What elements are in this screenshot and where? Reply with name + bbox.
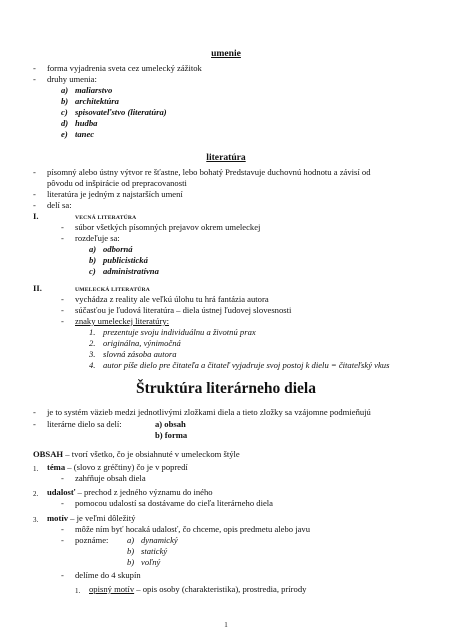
page-number: 1: [224, 621, 228, 629]
bullet-dash: -: [61, 535, 64, 545]
literatura-bullet-2: literatúra je jedným z najstarších umení: [47, 189, 183, 199]
list-marker: b): [127, 546, 135, 556]
list-marker: c): [61, 107, 68, 117]
udalost-line: [47, 487, 213, 498]
list-marker: a): [127, 535, 135, 545]
section-numeral: II.: [33, 283, 42, 293]
heading-umenie: umenie: [211, 48, 241, 59]
bullet-dash: -: [33, 74, 36, 84]
division-obsah: a) obsah: [155, 419, 186, 429]
motiv-text: – je veľmi dôležitý: [68, 513, 136, 523]
list-marker: b): [127, 557, 135, 567]
struktura-bullet-2: literárne dielo sa delí:: [47, 419, 122, 429]
feature-item: slovná zásoba autora: [103, 349, 177, 359]
udalost-text: – prechod z jedného významu do iného: [75, 487, 213, 497]
list-marker: 3.: [89, 349, 96, 359]
term-tema: téma: [47, 462, 66, 472]
bullet-dash: -: [33, 189, 36, 199]
obsah-text: – tvorí všetko, čo je obsiahnuté v umeleckom štýle: [63, 449, 240, 459]
vecna-type-item: administratívna: [103, 266, 159, 276]
art-type-item: tanec: [75, 129, 95, 139]
bullet-dash: -: [61, 524, 64, 534]
literatura-bullet-1-cont: pôvodu od inšpirácie od prepracovanosti: [47, 178, 187, 188]
umenie-bullet-1: forma vyjadrenia sveta cez umelecký zážitok: [47, 63, 202, 73]
term-udalost: udalosť: [47, 487, 76, 497]
tema-text: – (slovo z gréčtiny) čo je v popredí: [65, 462, 188, 472]
vecna-type-item: odborná: [103, 244, 133, 254]
tema-sub: zahŕňuje obsah diela: [75, 473, 146, 483]
art-type-item: maliarstvo: [75, 85, 113, 95]
list-marker: c): [89, 266, 96, 276]
list-marker: 4.: [89, 360, 96, 370]
list-marker: a): [89, 244, 97, 254]
bullet-dash: -: [61, 294, 64, 304]
bullet-dash: -: [33, 407, 36, 417]
motiv-bullet-3: delíme do 4 skupín: [75, 570, 141, 580]
art-type-item: spisovateľstvo (literatúra): [75, 107, 167, 117]
list-marker: b): [61, 96, 69, 106]
umelecka-bullet-1: vychádza z reality ale veľkú úlohu tu hrá fantázia autora: [75, 294, 269, 304]
bullet-dash: -: [61, 316, 64, 326]
literatura-bullet-1: písomný alebo ústny výtvor re šťastne, lebo bohatý Predstavuje duchovnú hodnotu a závisí od: [47, 167, 371, 177]
motiv-type-item: statický: [141, 546, 168, 556]
bullet-dash: -: [61, 498, 64, 508]
vecna-bullet-2: rozdeľuje sa:: [75, 233, 120, 243]
umenie-bullet-2: druhy umenia:: [47, 74, 97, 84]
bullet-dash: -: [61, 222, 64, 232]
bullet-dash: -: [33, 200, 36, 210]
motiv-line: [47, 513, 135, 524]
obsah-label: OBSAH: [33, 449, 64, 459]
opisny-motiv-line: [89, 584, 306, 595]
bullet-dash: -: [33, 167, 36, 177]
motiv-bullet-1: môže ním byť hocaká udalosť, čo chceme, opis predmetu alebo javu: [75, 524, 311, 534]
feature-item: originálna, výnimočná: [103, 338, 181, 348]
bullet-dash: -: [61, 305, 64, 315]
udalost-sub: pomocou udalostí sa dostávame do cieľa literárneho diela: [75, 498, 273, 508]
list-marker: b): [89, 255, 97, 265]
heading-literatura: literatúra: [206, 152, 246, 163]
division-forma: b) forma: [155, 430, 188, 440]
term-opisny-motiv: opisný motív: [89, 584, 135, 594]
page-title-struktura: Štruktúra literárneho diela: [136, 380, 316, 397]
item-number: 2.: [33, 490, 39, 498]
feature-item: prezentuje svoju individuálnu a životnú prax: [103, 327, 256, 337]
obsah-definition: [33, 449, 240, 460]
bullet-dash: -: [61, 233, 64, 243]
motiv-bullet-2: poznáme:: [75, 535, 109, 545]
item-number: 1.: [33, 465, 39, 473]
motiv-type-item: dynamický: [141, 535, 178, 545]
term-motiv: motív: [47, 513, 69, 523]
feature-item: autor píše dielo pre čitateľa a čitateľ vyjadruje svoj postoj k dielu = čitateľský vkus: [103, 360, 390, 370]
list-marker: 2.: [89, 338, 96, 348]
list-marker: 1.: [89, 327, 96, 337]
umelecka-bullet-2: súčasťou je ľudová literatúra – diela ústnej ľudovej slovesnosti: [75, 305, 292, 315]
list-marker: a): [61, 85, 69, 95]
vecna-bullet-1: súbor všetkých písomných prejavov okrem umeleckej: [75, 222, 261, 232]
struktura-bullet-1: je to systém väzieb medzi jednotlivými zložkami diela a tieto zložky sa vzájomne podmieňujú: [47, 407, 371, 417]
opisny-motiv-text: – opis osoby (charakteristika), prostredia, prírody: [134, 584, 307, 594]
bullet-dash: -: [61, 570, 64, 580]
motiv-type-item: voľný: [141, 557, 161, 567]
item-number: 3.: [33, 516, 39, 524]
section-title-vecna: VECNÁ LITERATÚRA: [75, 215, 137, 221]
section-numeral: I.: [33, 211, 39, 221]
bullet-dash: -: [61, 473, 64, 483]
item-number: 1.: [75, 587, 81, 595]
vecna-type-item: publicistická: [103, 255, 148, 265]
art-type-item: architektúra: [75, 96, 119, 106]
bullet-dash: -: [33, 419, 36, 429]
art-type-item: hudba: [75, 118, 98, 128]
literatura-bullet-3: delí sa:: [47, 200, 72, 210]
list-marker: e): [61, 129, 68, 139]
bullet-dash: -: [33, 63, 36, 73]
umelecka-bullet-3: znaky umeleckej literatúry:: [75, 316, 170, 326]
tema-line: [47, 462, 188, 473]
section-title-umelecka: UMELECKÁ LITERATÚRA: [75, 287, 151, 293]
list-marker: d): [61, 118, 69, 128]
